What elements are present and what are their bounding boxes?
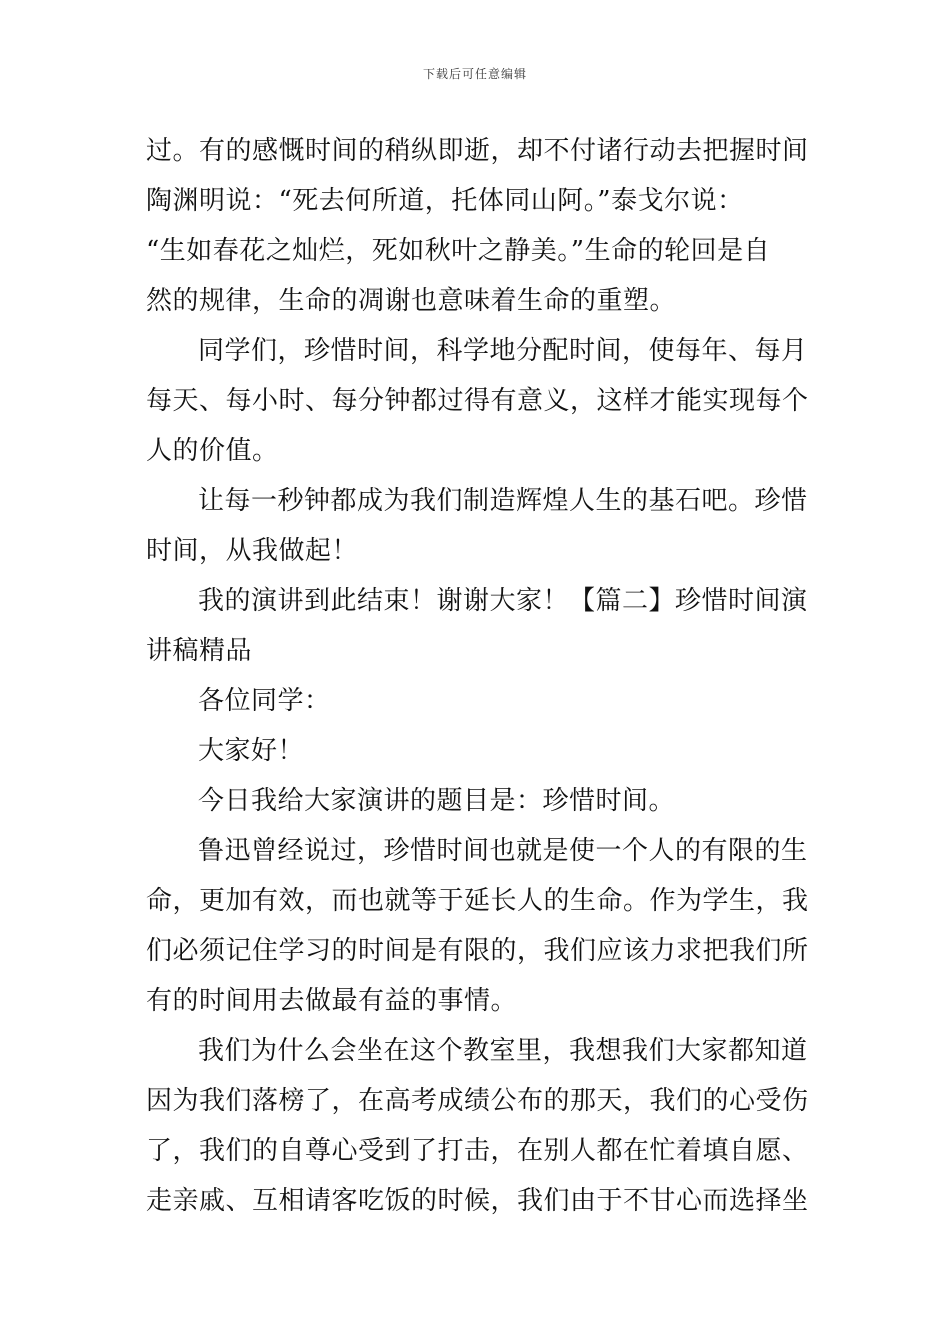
- body-text: [146, 126, 809, 1226]
- text-line: 大家好！: [198, 736, 305, 766]
- text-line: 每天、每小时、每分钟都过得有意义，这样才能实现每个: [146, 386, 809, 416]
- text-line: “生如春花之灿烂，死如秋叶之静美。”生命的轮回是自: [146, 236, 771, 266]
- text-line: 今日我给大家演讲的题目是：珍惜时间。: [198, 786, 676, 816]
- text-line: 然的规律，生命的凋谢也意味着生命的重塑。: [146, 286, 677, 316]
- header-note: 下载后可任意编辑: [422, 67, 527, 81]
- text-line: 过。有的感慨时间的稍纵即逝，却不付诸行动去把握时间: [146, 136, 809, 166]
- text-line: 们必须记住学习的时间是有限的，我们应该力求把我们所: [146, 936, 809, 966]
- text-line: 各位同学：: [198, 686, 331, 716]
- text-line: 让每一秒钟都成为我们制造辉煌人生的基石吧。珍惜: [198, 486, 808, 516]
- text-line: 因为我们落榜了，在高考成绩公布的那天，我们的心受伤: [146, 1086, 809, 1116]
- text-line: 走亲戚、互相请客吃饭的时候，我们由于不甘心而选择坐: [146, 1186, 809, 1216]
- text-line: 时间，从我做起！: [146, 536, 359, 566]
- text-line: 有的时间用去做最有益的事情。: [146, 986, 518, 1016]
- text-line: 鲁迅曾经说过，珍惜时间也就是使一个人的有限的生: [198, 836, 808, 866]
- text-line: 同学们，珍惜时间，科学地分配时间，使每年、每月: [198, 336, 808, 366]
- text-line: 我们为什么会坐在这个教室里，我想我们大家都知道: [198, 1036, 808, 1066]
- text-line: 陶渊明说：“死去何所道，托体同山阿。”泰戈尔说：: [146, 186, 744, 216]
- text-line: 命，更加有效，而也就等于延长人的生命。作为学生，我: [146, 886, 809, 916]
- text-line: 了，我们的自尊心受到了打击，在别人都在忙着填自愿、: [146, 1136, 809, 1166]
- text-line: 人的价值。: [146, 436, 279, 466]
- text-line: 我的演讲到此结束！谢谢大家！【篇二】珍惜时间演: [198, 586, 808, 616]
- text-line: 讲稿精品: [146, 636, 253, 666]
